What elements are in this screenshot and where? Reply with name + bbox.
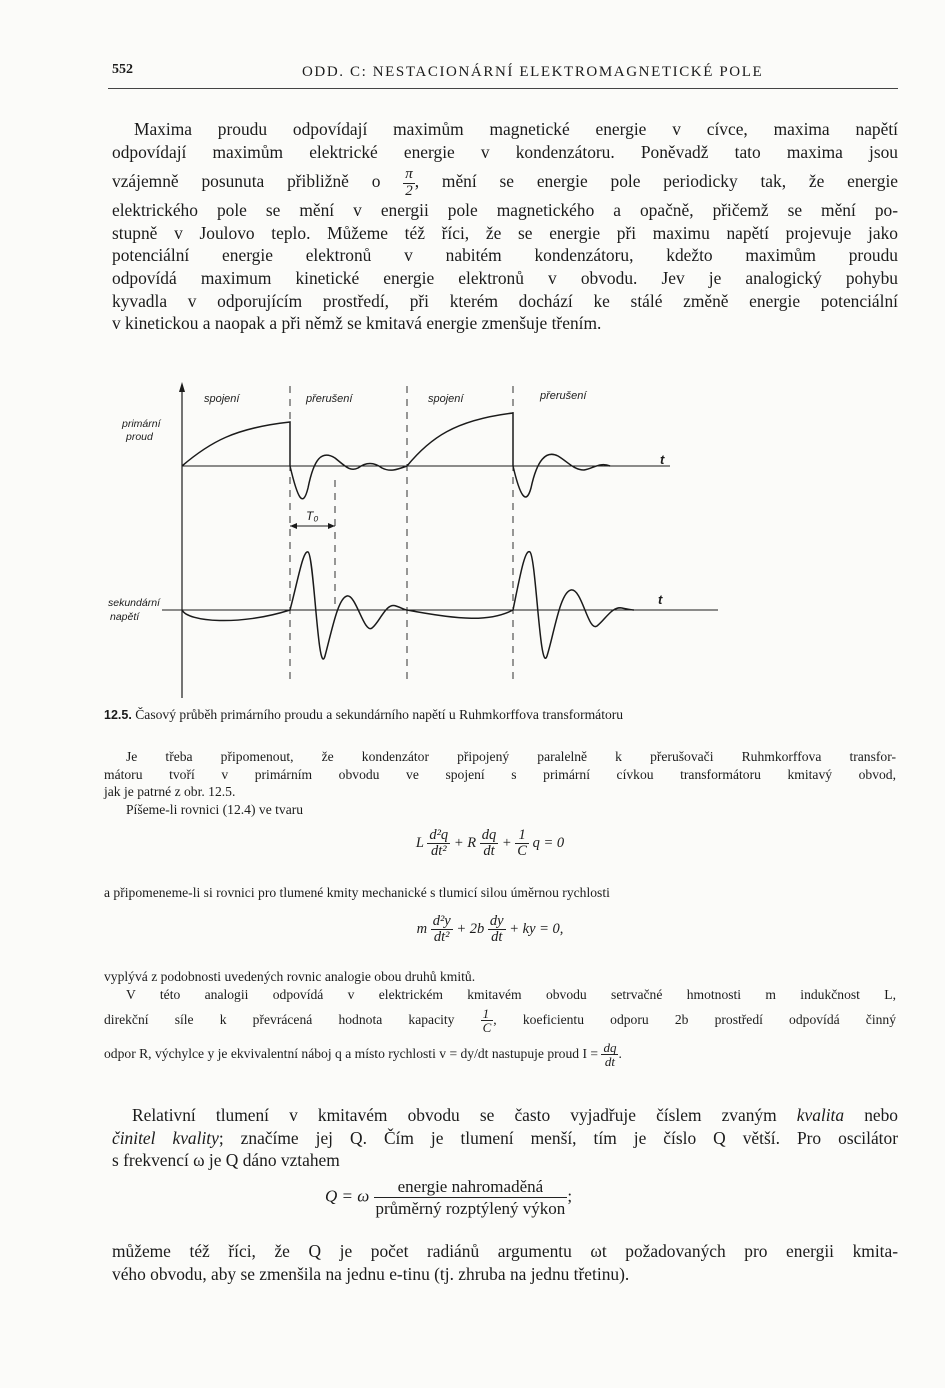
- p5-term: kvalita: [796, 1105, 845, 1125]
- fraction-numerator: 1: [481, 1007, 494, 1022]
- fraction-denominator: C: [482, 1020, 492, 1036]
- fraction-denominator: dt: [483, 843, 495, 860]
- fraction-denominator: 2: [405, 182, 413, 199]
- p5-text: ; značíme jej Q. Čím je tlumení menší, tím je číslo Q větší. Pro oscilátor: [218, 1127, 898, 1148]
- p1-line: stupně v Joulovo teplo. Můžeme též říci, že se energie při maximu napětí projevuje jako: [112, 222, 898, 243]
- fraction-numerator: π: [405, 165, 413, 182]
- fraction-numerator: d²q: [429, 827, 449, 843]
- p4-text: .: [618, 1046, 622, 1061]
- period-arrow-left: [290, 523, 297, 529]
- p4-text: direkční síle k převrácená hodnota kapacity: [104, 1012, 455, 1027]
- paragraph-5: [112, 1104, 898, 1172]
- primary-current-curve: [182, 413, 610, 499]
- p1-text: vzájemně posunuta přibližně o: [112, 171, 381, 192]
- label-spojeni: spojení: [428, 393, 464, 405]
- eq-fraction: [488, 914, 506, 945]
- p3-line: a připomeneme-li si rovnici pro tlumené kmity mechanické s tlumicí silou úměrnou rychlosti: [104, 885, 610, 900]
- p5-line: s frekvencí ω je Q dáno vztahem: [112, 1150, 340, 1171]
- eq-fraction: [431, 914, 453, 945]
- p4-line: vyplývá z podobnosti uvedených rovnic analogie obou druhů kmitů.: [104, 969, 476, 984]
- label-time: t: [660, 452, 665, 467]
- eq-symbol: m: [416, 921, 428, 938]
- equation-lrc: [360, 828, 620, 859]
- caption-number: 12.5.: [104, 708, 132, 722]
- p1-line: odpovídají maximům elektrické energie v kondenzátoru. Poněvadž tato maxima jsou: [112, 141, 898, 162]
- label-secondary: sekundární: [108, 597, 160, 609]
- p2-line: mátoru tvoří v primárním obvodu ve spojení s primární cívkou transformátoru kmitavý obvod,: [104, 766, 896, 782]
- fraction-denominator: dt²: [430, 843, 447, 860]
- equation-quality-factor: [325, 1176, 685, 1220]
- eq-fraction: [374, 1176, 568, 1220]
- p5-line: [112, 1104, 898, 1127]
- secondary-voltage-curve: [182, 552, 634, 659]
- fraction-numerator: energie nahromaděná: [374, 1176, 568, 1198]
- eq-symbol: L: [415, 835, 424, 852]
- eq-symbol: +: [501, 835, 512, 852]
- p5-term: činitel kvality: [112, 1127, 219, 1148]
- p1-line: v kinetickou a naopak a při němž se kmitavá energie zmenšuje třením.: [112, 313, 602, 334]
- fraction-denominator: dt: [491, 929, 503, 946]
- paragraph-4: [104, 968, 896, 1071]
- p4-line: V této analogii odpovídá v elektrickém kmitavém obvodu setrvačné hmotnosti m indukčnost L,: [126, 986, 896, 1002]
- p6-line: vého obvodu, aby se zmenšila na jednu e-tinu (tj. zhruba na jednu třetinu).: [112, 1263, 630, 1284]
- p1-line: elektrického pole se mění v energii pole magnetického a opačně, přičemž se mění po-: [112, 200, 898, 221]
- figure-12-5: [100, 380, 740, 700]
- eq-symbol: + R: [453, 835, 477, 852]
- p4-text: , koeficientu odporu 2b prostředí odpovídá činný: [493, 1012, 897, 1027]
- paragraph-1: [112, 118, 898, 335]
- p1-line: potenciální energie elektronů v nabitém kondenzátoru, kdežto maximům proudu: [112, 245, 898, 266]
- p2-line: jak je patrné z obr. 12.5.: [104, 784, 236, 799]
- figure-caption: [104, 707, 623, 723]
- label-time: t: [658, 592, 663, 607]
- p1-line: Maxima proudu odpovídají maximům magnetické energie v cívce, maxima napětí: [134, 119, 898, 139]
- label-preruseni: přerušení: [540, 390, 587, 402]
- axis-arrow: [179, 382, 185, 392]
- running-title: ODD. C: NESTACIONÁRNÍ ELEKTROMAGNETICKÉ POLE: [302, 64, 764, 80]
- p5-text: nebo: [844, 1105, 898, 1125]
- paragraph-6: [112, 1240, 898, 1285]
- p2-line: Píšeme-li rovnici (12.4) ve tvaru: [126, 801, 304, 817]
- p4-line-with-fraction: [104, 1037, 896, 1071]
- eq-symbol: ;: [567, 1186, 573, 1206]
- label-preruseni: přerušení: [306, 393, 353, 405]
- p1-line: kyvadla v odporujícím prostředí, při kterém dochází ke stálé změně energie potenciální: [112, 290, 898, 311]
- fraction-denominator: dt: [604, 1054, 616, 1070]
- p2-line: Je třeba připomenout, že kondenzátor připojený paralelně k přerušovači Ruhmkorffova transfor-: [126, 749, 896, 764]
- p1-line-with-fraction: [112, 163, 898, 199]
- eq-fraction: [515, 828, 529, 859]
- fraction-numerator: dy: [489, 913, 504, 929]
- p1-line: odpovídá maximum kinetické energie elektronů v obvodu. Jev je analogický pohybu: [112, 267, 898, 288]
- p4-text: odpor R, výchylce y je ekvivalentní náboj q a místo rychlosti v = dy/dt nastupuje proud I =: [104, 1046, 599, 1061]
- current-fraction: [601, 1041, 618, 1069]
- label-primary: primární: [122, 418, 161, 430]
- label-current: proud: [126, 431, 153, 443]
- fraction-numerator: dq: [603, 1039, 617, 1055]
- eq-symbol: Q = ω: [325, 1186, 370, 1206]
- eq-symbol: + ky = 0,: [509, 921, 564, 938]
- fraction-denominator: průměrný rozptýlený výkon: [375, 1199, 566, 1219]
- fraction-numerator: d²y: [432, 913, 451, 929]
- period-label: T₀: [306, 509, 319, 523]
- header-rule: [108, 88, 898, 89]
- caption-text: Časový průběh primárního proudu a sekundárního napětí u Ruhmkorffova transformátoru: [135, 707, 624, 722]
- p4-line-with-fraction: [104, 1003, 896, 1037]
- eq-symbol: + 2b: [456, 921, 485, 938]
- fraction-denominator: C: [517, 843, 527, 860]
- fraction-numerator: 1: [515, 828, 529, 844]
- p6-line: můžeme též říci, že Q je počet radiánů argumentu ωt požadovaných pro energii kmita-: [112, 1241, 898, 1261]
- inverse-capacity-fraction: [481, 1007, 494, 1035]
- eq-fraction: [480, 828, 499, 859]
- fraction-numerator: dq: [481, 827, 497, 843]
- pi-over-two-fraction: [403, 167, 415, 200]
- p1-text: , mění se energie pole periodicky tak, že energie: [414, 171, 898, 192]
- page-number: 552: [112, 62, 133, 77]
- equation-mechanical: [360, 914, 620, 945]
- paragraph-3: [104, 884, 896, 902]
- label-voltage: napětí: [110, 611, 140, 623]
- p5-line: [112, 1127, 898, 1150]
- fraction-denominator: dt²: [433, 929, 450, 946]
- label-spojeni: spojení: [204, 393, 240, 405]
- period-arrow-right: [328, 523, 335, 529]
- paragraph-2: [104, 748, 896, 818]
- eq-fraction: [427, 828, 450, 859]
- p5-text: Relativní tlumení v kmitavém obvodu se často vyjadřuje číslem zvaným: [132, 1105, 797, 1125]
- eq-symbol: q = 0: [532, 835, 565, 852]
